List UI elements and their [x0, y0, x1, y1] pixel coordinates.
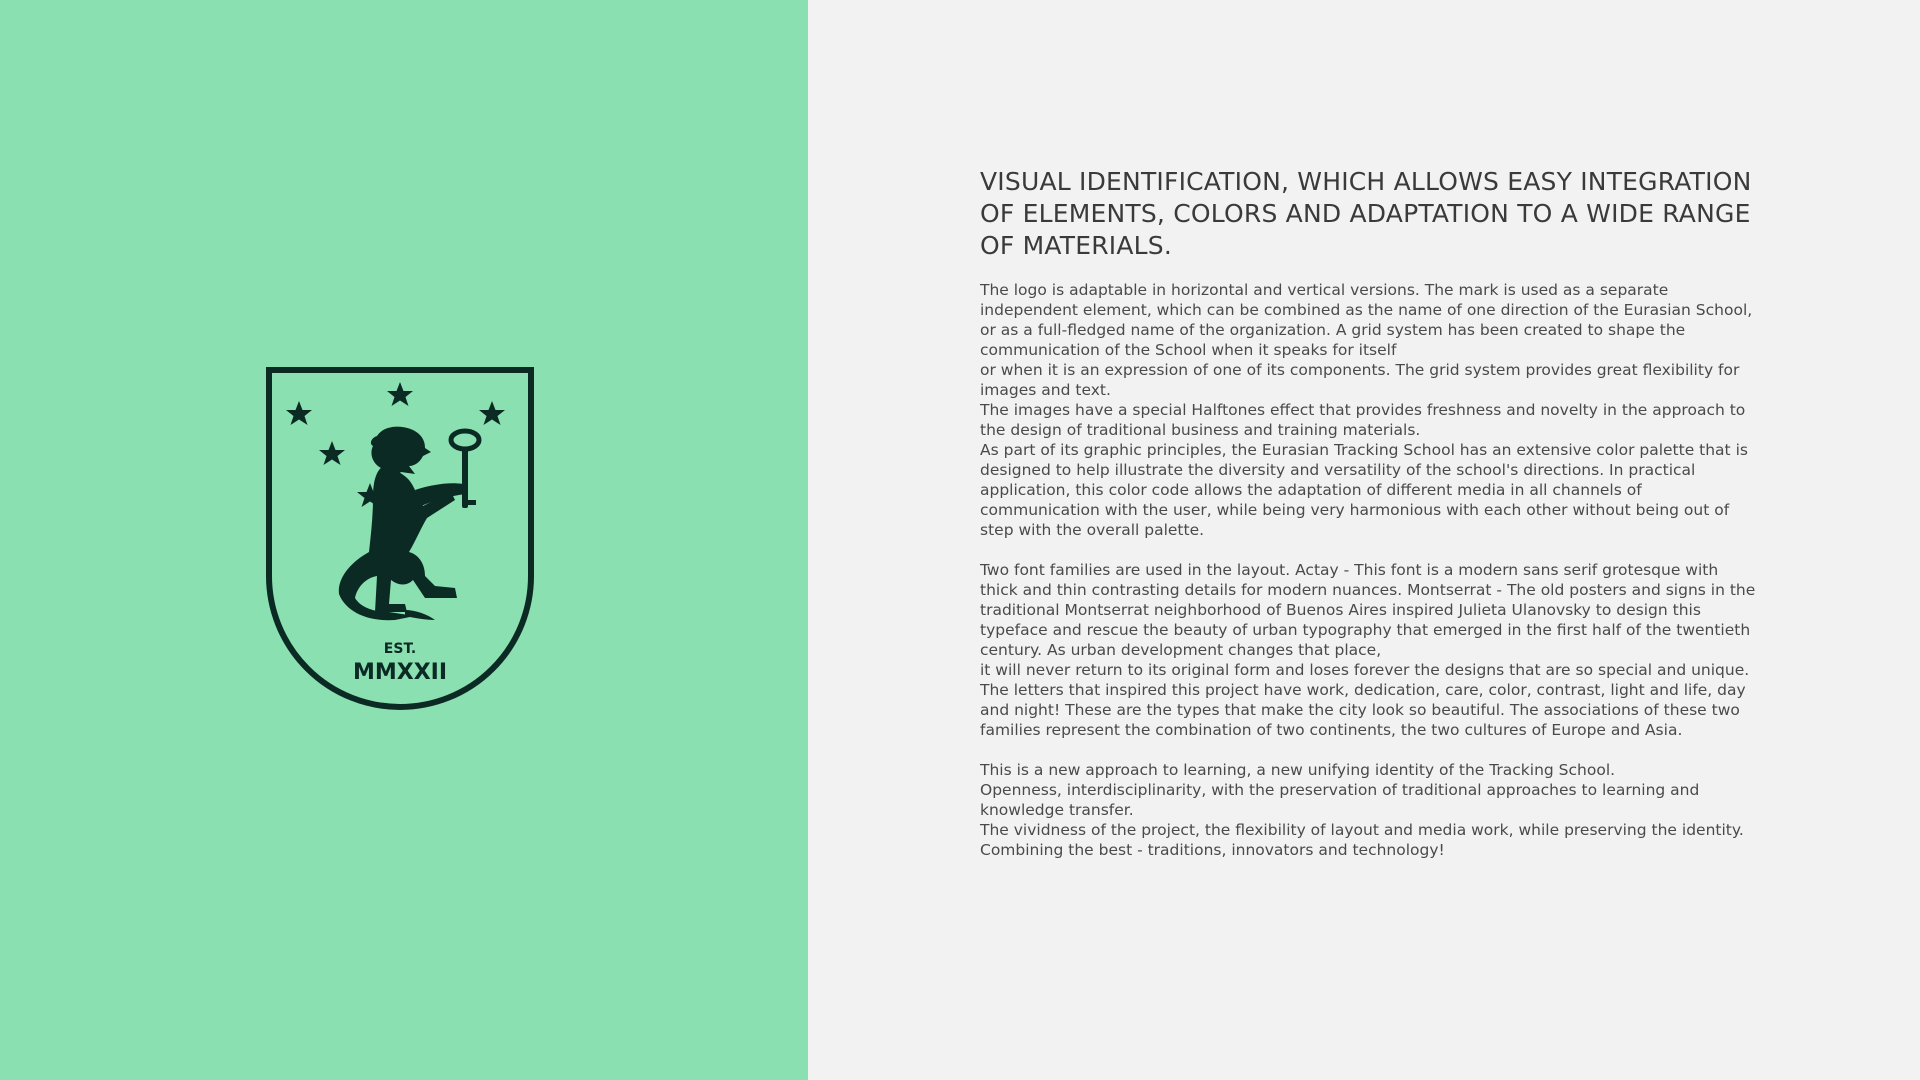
section-heading: VISUAL IDENTIFICATION, WHICH ALLOWS EASY INTEGRATION OF ELEMENTS, COLORS AND ADAPTATION TO A WIDE RANGE OF MATERIALS.	[980, 167, 1752, 260]
paragraph: or when it is an expression of one of its components. The grid system provides great flexibility for images and text.	[980, 361, 1740, 399]
est-label: EST.	[383, 641, 417, 657]
paragraph: This is a new approach to learning, a new unifying identity of the Tracking School.	[980, 761, 1616, 779]
star-icon	[319, 441, 345, 465]
paragraph: The vividness of the project, the flexibility of layout and media work, while preserving the identity. Combining the best - traditions, innovators and technology!	[980, 821, 1744, 859]
star-icon	[286, 401, 312, 425]
description-panel	[980, 166, 1760, 860]
paragraph-gap	[980, 540, 1760, 560]
logo-panel	[0, 0, 808, 1080]
paragraph: it will never return to its original form and loses forever the designs that are so special and unique. The letters that inspired this project have work, dedication, care, color, contrast, light and life, day and night! These are the types that make the city look so beautiful. The associations of these two families represent the combination of two continents, the two cultures of Europe and Asia.	[980, 661, 1750, 739]
body-text	[980, 280, 1760, 860]
shield-crest-logo	[265, 366, 535, 716]
paragraph: As part of its graphic principles, the Eurasian Tracking School has an extensive color palette that is designed to help illustrate the diversity and versatility of the school's directions. In practical application, this color code allows the adaptation of different media in all channels of communication with the user, while being very harmonious with each other without being out of step with the overall palette.	[980, 441, 1748, 539]
paragraph-gap	[980, 740, 1760, 760]
paragraph: The logo is adaptable in horizontal and vertical versions. The mark is used as a separate independent element, which can be combined as the name of one direction of the Eurasian School, or as a full-fledged name of the organization. A grid system has been created to shape the communication of the School when it speaks for itself	[980, 281, 1753, 359]
paragraph: Openness, interdisciplinarity, with the preservation of traditional approaches to learning and knowledge transfer.	[980, 781, 1700, 819]
star-icon	[479, 401, 505, 425]
paragraph: Two font families are used in the layout. Actay - This font is a modern sans serif grotesque with thick and thin contrasting details for modern nuances. Montserrat - The old posters and signs in the traditional Montserrat neighborhood of Buenos Aires inspired Julieta Ulanovsky to design this typeface and rescue the beauty of urban typography that emerged in the first half of the twentieth century. As urban development changes that place,	[980, 561, 1756, 659]
year-label: MMXXII	[352, 660, 448, 685]
paragraph: The images have a special Halftones effect that provides freshness and novelty in the approach to the design of traditional business and training materials.	[980, 401, 1746, 439]
star-icon	[387, 382, 413, 406]
lion-with-key-icon	[339, 427, 479, 621]
